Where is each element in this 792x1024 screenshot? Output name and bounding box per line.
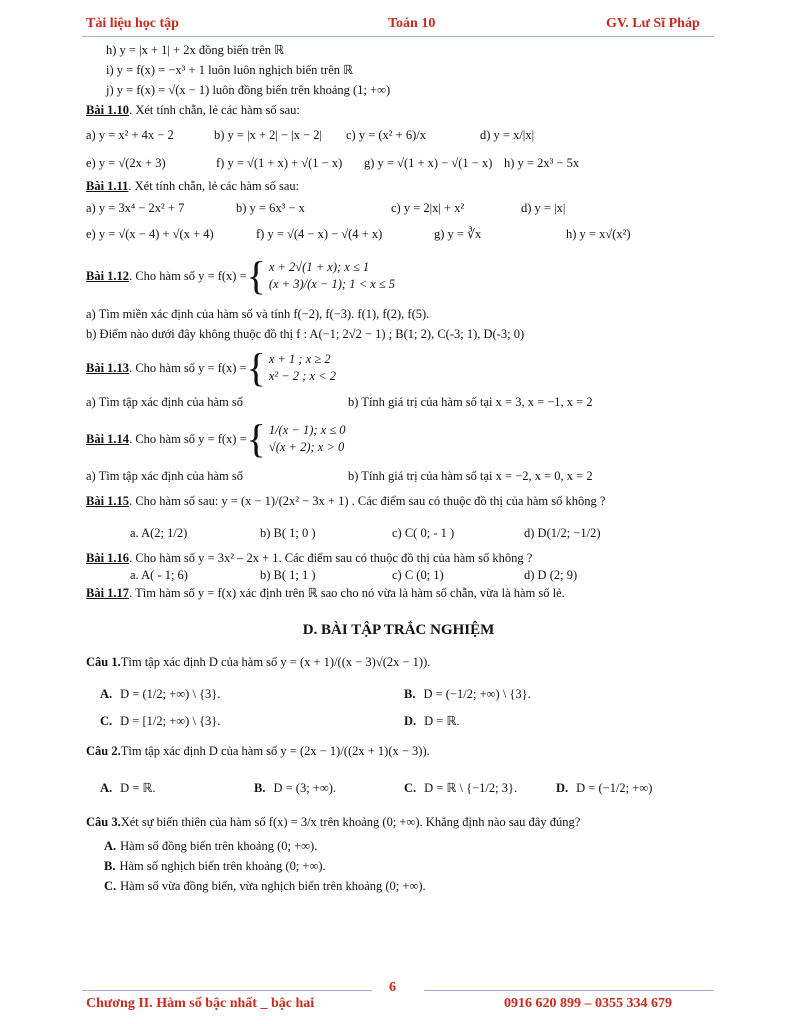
item: b) y = 6x³ − x	[236, 200, 305, 215]
exercise-1-11	[86, 176, 711, 196]
footer-right: 0916 620 899 – 0355 334 679	[504, 996, 672, 1011]
case-1: x + 2√(1 + x); x ≤ 1	[268, 260, 370, 275]
exercise-title: Bài 1.14	[86, 431, 130, 446]
question-3	[86, 809, 711, 837]
item: d) y = |x|	[521, 200, 566, 215]
option-C: D = ℝ \ {−1/2; 3}.	[424, 780, 518, 795]
part-a: a) Tìm tập xác định của hàm số	[86, 394, 244, 409]
option-letter: B.	[404, 687, 416, 701]
exercise-1-15-options	[86, 516, 711, 550]
part-a: a) Tìm tập xác định của hàm số	[86, 468, 244, 483]
option: b) B( 1; 0 )	[260, 525, 316, 540]
item: c) y = 2|x| + x²	[391, 200, 465, 215]
exercise-text: . Cho hàm số y = f(x) =	[129, 360, 247, 375]
exercise-1-14	[86, 412, 711, 466]
option: c) C (0; 1)	[392, 567, 444, 582]
footer-rule-left	[82, 990, 372, 991]
case-1: x + 1 ; x ≥ 2	[268, 352, 331, 367]
option-letter: D.	[404, 713, 417, 728]
exercise-1-10-row1	[86, 120, 711, 150]
option-D: D = ℝ.	[424, 713, 460, 728]
question-text: Tìm tập xác định D của hàm số y = (2x − 1)/((2x + 1)(x − 3)).	[120, 744, 430, 759]
item: a) y = x² + 4x − 2	[86, 127, 174, 142]
exercise-1-16	[86, 550, 711, 567]
exercise-1-12	[86, 248, 711, 304]
case-2: (x + 3)/(x − 1); 1 < x ≤ 5	[268, 277, 396, 291]
page-number: 6	[389, 980, 396, 995]
exercise-1-15	[86, 486, 711, 516]
exercise-1-11-row2	[86, 220, 711, 248]
question-1-row1	[100, 686, 711, 703]
option-A: D = ℝ.	[120, 780, 156, 795]
item: e) y = √(x − 4) + √(x + 4)	[86, 226, 214, 241]
page-body	[86, 40, 711, 897]
item: d) y = x/|x|	[480, 127, 535, 142]
option-letter: B.	[254, 780, 266, 795]
line-h: h) y = |x + 1| + 2x đồng biến trên ℝ	[106, 42, 285, 57]
header-right: GV. Lư Sĩ Pháp	[606, 16, 700, 31]
item: g) y = ∛x	[434, 226, 482, 241]
option-letter: C.	[100, 713, 113, 728]
question-label: Câu 2.	[86, 744, 121, 759]
option-letter: A.	[100, 780, 113, 795]
exercise-text: . Cho hàm số y = 3x² – 2x + 1. Các điểm sau có thuộc đồ thị của hàm số không ?	[129, 551, 533, 565]
section-title: D. BÀI TẬP TRẮC NGHIỆM	[302, 621, 495, 638]
question-3-option-C	[86, 877, 711, 897]
item: a) y = 3x⁴ − 2x² + 7	[86, 200, 185, 215]
footer-rule-right	[424, 990, 714, 991]
option: c) C( 0; - 1 )	[392, 525, 455, 540]
case-1: 1/(x − 1); x ≤ 0	[268, 423, 346, 438]
case-2: √(x + 2); x > 0	[268, 440, 345, 454]
option-C: D = [1/2; +∞) \ {3}.	[120, 713, 221, 728]
piecewise: { x + 1 ; x ≥ 2 x² − 2 ; x < 2	[246, 345, 336, 390]
item: e) y = √(2x + 3)	[86, 155, 166, 170]
option: d) D(1/2; −1/2)	[524, 525, 601, 540]
question-1	[86, 648, 711, 676]
option-B: D = (−1/2; +∞) \ {3}.	[423, 687, 531, 701]
exercise-title: Bài 1.13	[86, 360, 130, 375]
option-letter: A.	[100, 687, 113, 701]
option: a. A( - 1; 6)	[130, 567, 188, 582]
item: h) y = x√(x²)	[566, 226, 631, 241]
exercise-title: Bài 1.16	[86, 551, 130, 565]
exercise-title: Bài 1.12	[86, 268, 130, 283]
question-2	[86, 738, 711, 766]
option-D: D = (−1/2; +∞)	[576, 780, 653, 795]
exercise-text: . Cho hàm số sau: y = (x − 1)/(2x² − 3x + 1) . Các điểm sau có thuộc đồ thị của hàm số không ?	[129, 493, 606, 508]
exercise-text: . Xét tính chẵn, lẻ các hàm số sau:	[128, 178, 300, 193]
option-A: Hàm số đồng biến trên khoảng (0; +∞).	[120, 839, 318, 854]
question-text: Xét sự biến thiên của hàm số f(x) = 3/x trên khoảng (0; +∞). Khẳng định nào sau đây đúng?	[120, 815, 581, 830]
exercise-1-14-parts	[86, 466, 711, 486]
question-3-option-A	[86, 837, 711, 857]
exercise-1-11-row1	[86, 196, 711, 220]
item: h) y = 2x³ − 5x	[504, 155, 580, 170]
exercise-title: Bài 1.11	[86, 178, 129, 193]
header-center: Toán 10	[388, 16, 436, 31]
question-label: Câu 1.	[86, 654, 121, 669]
exercise-title: Bài 1.10	[86, 102, 130, 117]
header-rule	[82, 36, 714, 37]
option-A: D = (1/2; +∞) \ {3}.	[120, 687, 221, 701]
case-2: x² − 2 ; x < 2	[268, 369, 336, 383]
question-2-options	[100, 780, 711, 797]
exercise-1-10	[86, 100, 711, 120]
exercise-title: Bài 1.15	[86, 493, 130, 508]
exercise-1-12-b: b) Điểm nào dưới đây không thuộc đồ thị f : A(−1; 2√2 − 1) ; B(1; 2), C(-3; 1), D(-3; 0)	[86, 326, 525, 341]
exercise-text: . Tìm hàm số y = f(x) xác định trên ℝ sao cho nó vừa là hàm số chẵn, vừa là hàm số lẻ.	[129, 586, 565, 601]
item: f) y = √(4 − x) − √(4 + x)	[256, 226, 383, 241]
option-B: D = (3; +∞).	[273, 780, 337, 795]
exercise-1-17	[86, 584, 711, 604]
option-letter: A.	[104, 839, 117, 854]
option-letter: C.	[104, 879, 117, 894]
question-text: Tìm tập xác định D của hàm số y = (x + 1)/((x − 3)√(2x − 1)).	[120, 654, 431, 669]
exercise-1-12-a: a) Tìm miền xác định của hàm số và tính f(−2), f(−3). f(1), f(2), f(5).	[86, 306, 430, 321]
exercise-text: . Cho hàm số y = f(x) =	[129, 268, 247, 283]
item: c) y = (x² + 6)/x	[346, 127, 426, 142]
footer-left: Chương II. Hàm số bậc nhất _ bậc hai	[86, 996, 315, 1011]
line-j: j) y = f(x) = √(x − 1) luôn đồng biến trên khoảng (1; +∞)	[106, 82, 391, 97]
header-left: Tài liệu học tập	[86, 16, 179, 31]
question-label: Câu 3.	[86, 815, 121, 830]
part-b: b) Tính giá trị của hàm số tại x = 3, x = −1, x = 2	[348, 394, 593, 409]
piecewise: { 1/(x − 1); x ≤ 0 √(x + 2); x > 0	[246, 416, 346, 461]
option: b) B( 1; 1 )	[260, 567, 316, 582]
exercise-1-16-options	[86, 567, 711, 584]
exercise-text: . Cho hàm số y = f(x) =	[129, 431, 247, 446]
exercise-1-10-row2	[86, 150, 711, 176]
option-C: Hàm số vừa đồng biến, vừa nghịch biến trên khoảng (0; +∞).	[120, 879, 426, 894]
option-letter: D.	[556, 780, 569, 795]
question-3-option-B	[86, 857, 711, 877]
item: b) y = |x + 2| − |x − 2|	[214, 127, 322, 142]
exercise-1-13-parts	[86, 392, 711, 412]
option: a. A(2; 1/2)	[130, 525, 188, 540]
option-letter: B.	[104, 859, 116, 874]
piecewise: { x + 2√(1 + x); x ≤ 1 (x + 3)/(x − 1); 1 < x ≤ 5	[246, 253, 396, 298]
part-b: b) Tính giá trị của hàm số tại x = −2, x = 0, x = 2	[348, 468, 593, 483]
option: d) D (2; 9)	[524, 567, 578, 582]
line-i: i) y = f(x) = −x³ + 1 luôn luôn nghịch biến trên ℝ	[106, 62, 354, 77]
exercise-text: . Xét tính chẵn, lẻ các hàm số sau:	[129, 102, 300, 117]
exercise-1-13	[86, 344, 711, 392]
option-letter: C.	[404, 780, 417, 795]
item: g) y = √(1 + x) − √(1 − x)	[364, 155, 493, 170]
question-1-row2	[100, 713, 711, 730]
item: f) y = √(1 + x) + √(1 − x)	[216, 155, 343, 170]
exercise-title: Bài 1.17	[86, 586, 130, 601]
option-B: Hàm số nghịch biến trên khoảng (0; +∞).	[119, 859, 326, 874]
